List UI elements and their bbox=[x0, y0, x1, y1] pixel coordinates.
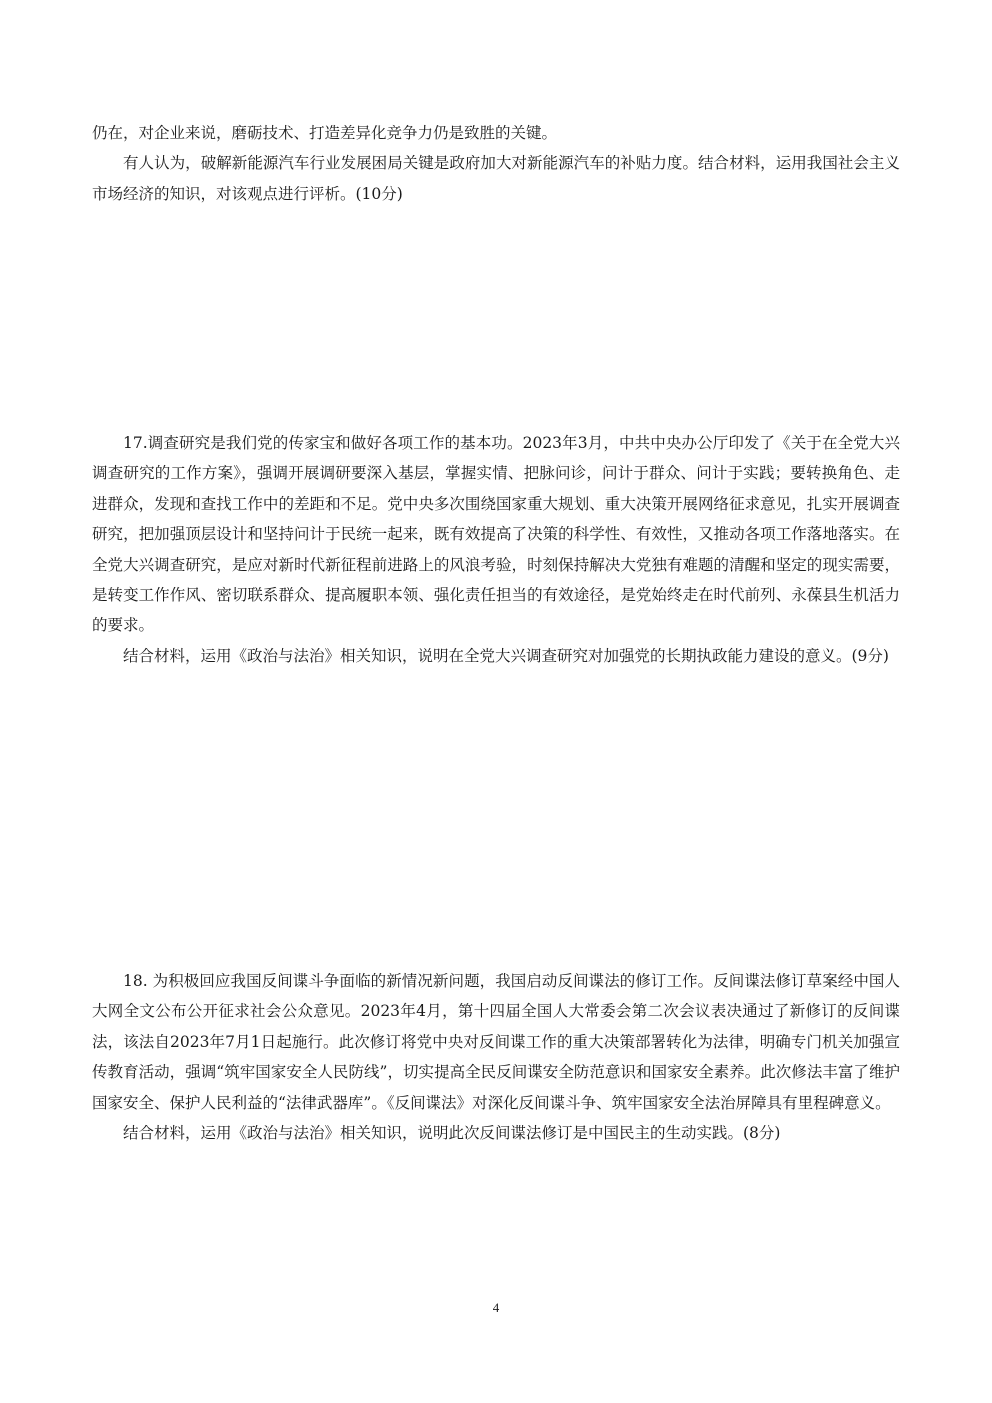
question-18-material: 18. 为积极回应我国反间谍斗争面临的新情况新问题，我国启动反间谍法的修订工作。反间谍法修订草案经中国人大网全文公布公开征求社会公众意见。2023年4月，第十四届全国人大常委会第二次会议表决通过了新修订的反间谍法，该法自2023年7月1日起施行。此次修订将党中央对反间谍工作的重大决策部署转化为法律，明确专门机关加强宣传教育活动，强调“筑牢国家安全人民防线”，切实提高全民反间谍安全防范意识和国家安全素养。此次修法丰富了维护国家安全、保护人民利益的“法律武器库”。《反间谍法》对深化反间谍斗争、筑牢国家安全法治屏障具有里程碑意义。 bbox=[92, 972, 900, 1112]
question-16-prompt: 有人认为，破解新能源汽车行业发展困局关键是政府加大对新能源汽车的补贴力度。结合材料，运用我国社会主义市场经济的知识，对该观点进行评析。(10分) bbox=[92, 154, 900, 203]
material-continuation-text: 仍在，对企业来说，磨砺技术、打造差异化竞争力仍是致胜的关键。 bbox=[92, 124, 558, 142]
question-18 bbox=[92, 966, 900, 1148]
question-17 bbox=[92, 428, 900, 671]
page-number: 4 bbox=[492, 1300, 500, 1315]
question-16-continuation bbox=[92, 118, 900, 209]
question-17-prompt: 结合材料，运用《政治与法治》相关知识，说明在全党大兴调查研究对加强党的长期执政能力建设的意义。(9分) bbox=[123, 646, 889, 665]
question-18-prompt: 结合材料，运用《政治与法治》相关知识，说明此次反间谍法修订是中国民主的生动实践。(8分) bbox=[123, 1124, 781, 1143]
question-17-material: 17.调查研究是我们党的传家宝和做好各项工作的基本功。2023年3月，中共中央办公厅印发了《关于在全党大兴调查研究的工作方案》，强调开展调研要深入基层，掌握实情、把脉问诊，问计于群众、问计于实践；要转换角色、走进群众，发现和查找工作中的差距和不足。党中央多次围绕国家重大规划、重大决策开展网络征求意见，扎实开展调查研究，把加强顶层设计和坚持问计于民统一起来，既有效提高了决策的科学性、有效性，又推动各项工作落地落实。在全党大兴调查研究，是应对新时代新征程前进路上的风浪考验，时刻保持解决大党独有难题的清醒和坚定的现实需要，是转变工作作风、密切联系群众、提高履职本领、强化责任担当的有效途径，是党始终走在时代前列、永葆县生机活力的要求。 bbox=[92, 434, 900, 635]
